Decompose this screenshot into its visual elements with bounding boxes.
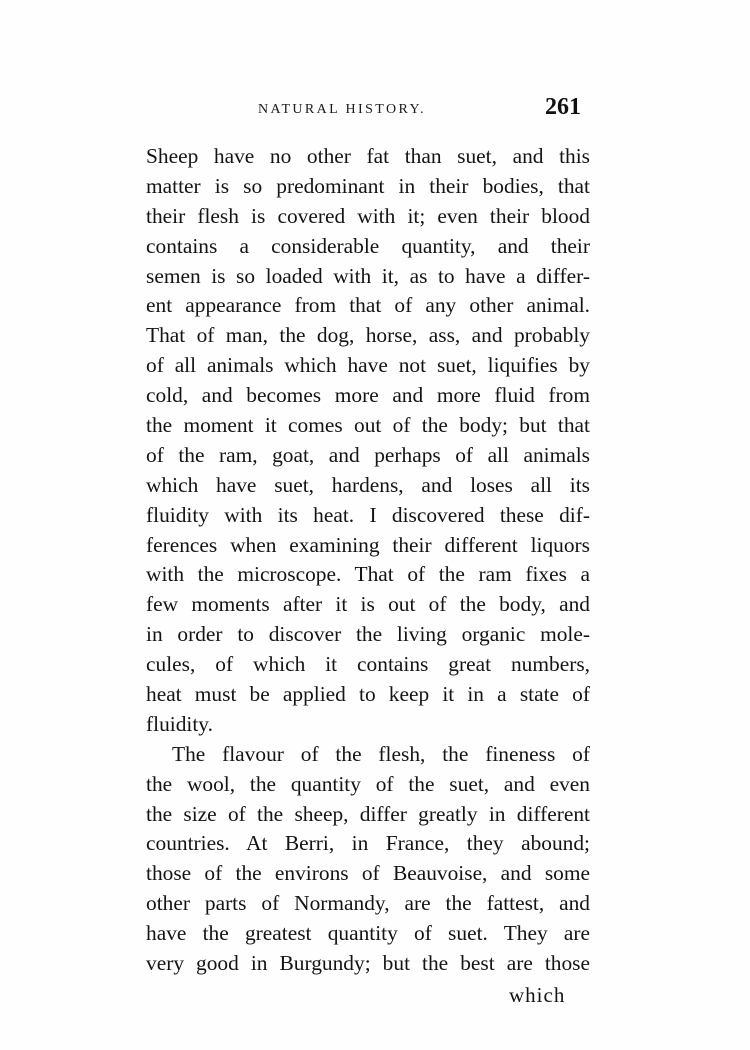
- paragraph-start-line: The flavour of the flesh, the fineness of: [172, 741, 590, 766]
- text-line: heat must be applied to keep it in a state of: [146, 682, 590, 707]
- text-line: few moments after it is out of the body, and: [146, 592, 590, 617]
- text-line: Sheep have no other fat than suet, and this: [146, 144, 590, 168]
- text-line: which have suet, hardens, and loses all its: [146, 472, 590, 497]
- body-text: [146, 142, 590, 979]
- text-line: those of the environs of Beauvoise, and some: [146, 861, 590, 886]
- text-line: ferences when examining their different liquors: [146, 532, 590, 557]
- text-line: That of man, the dog, horse, ass, and probably: [146, 323, 590, 348]
- catchword: which: [509, 983, 566, 1007]
- text-line: cold, and becomes more and more fluid from: [146, 383, 590, 408]
- page-number: 261: [545, 94, 581, 120]
- text-line: of all animals which have not suet, liquifies by: [146, 353, 590, 378]
- text-line: the size of the sheep, differ greatly in different: [146, 801, 590, 826]
- text-line: their flesh is covered with it; even their blood: [146, 203, 590, 228]
- text-line: countries. At Berri, in France, they abound;: [146, 831, 590, 856]
- text-line: other parts of Normandy, are the fattest, and: [146, 891, 590, 916]
- text-line: with the microscope. That of the ram fixes a: [146, 562, 590, 587]
- paragraph-end-line: fluidity.: [146, 711, 213, 736]
- text-line: of the ram, goat, and perhaps of all animals: [146, 442, 590, 467]
- text-line: semen is so loaded with it, as to have a differ-: [146, 263, 590, 288]
- text-line: ent appearance from that of any other animal.: [146, 293, 590, 318]
- text-line: very good in Burgundy; but the best are those: [146, 951, 590, 976]
- text-line: the wool, the quantity of the suet, and even: [146, 771, 590, 796]
- running-title: NATURAL HISTORY.: [258, 102, 427, 117]
- text-line: in order to discover the living organic mole-: [146, 622, 590, 647]
- text-line: matter is so predominant in their bodies, that: [146, 173, 590, 198]
- text-line: the moment it comes out of the body; but that: [146, 413, 590, 438]
- text-line: have the greatest quantity of suet. They are: [146, 921, 590, 946]
- text-line: cules, of which it contains great numbers,: [146, 652, 590, 677]
- text-line: fluidity with its heat. I discovered these dif-: [146, 502, 590, 527]
- text-line: contains a considerable quantity, and their: [146, 233, 590, 258]
